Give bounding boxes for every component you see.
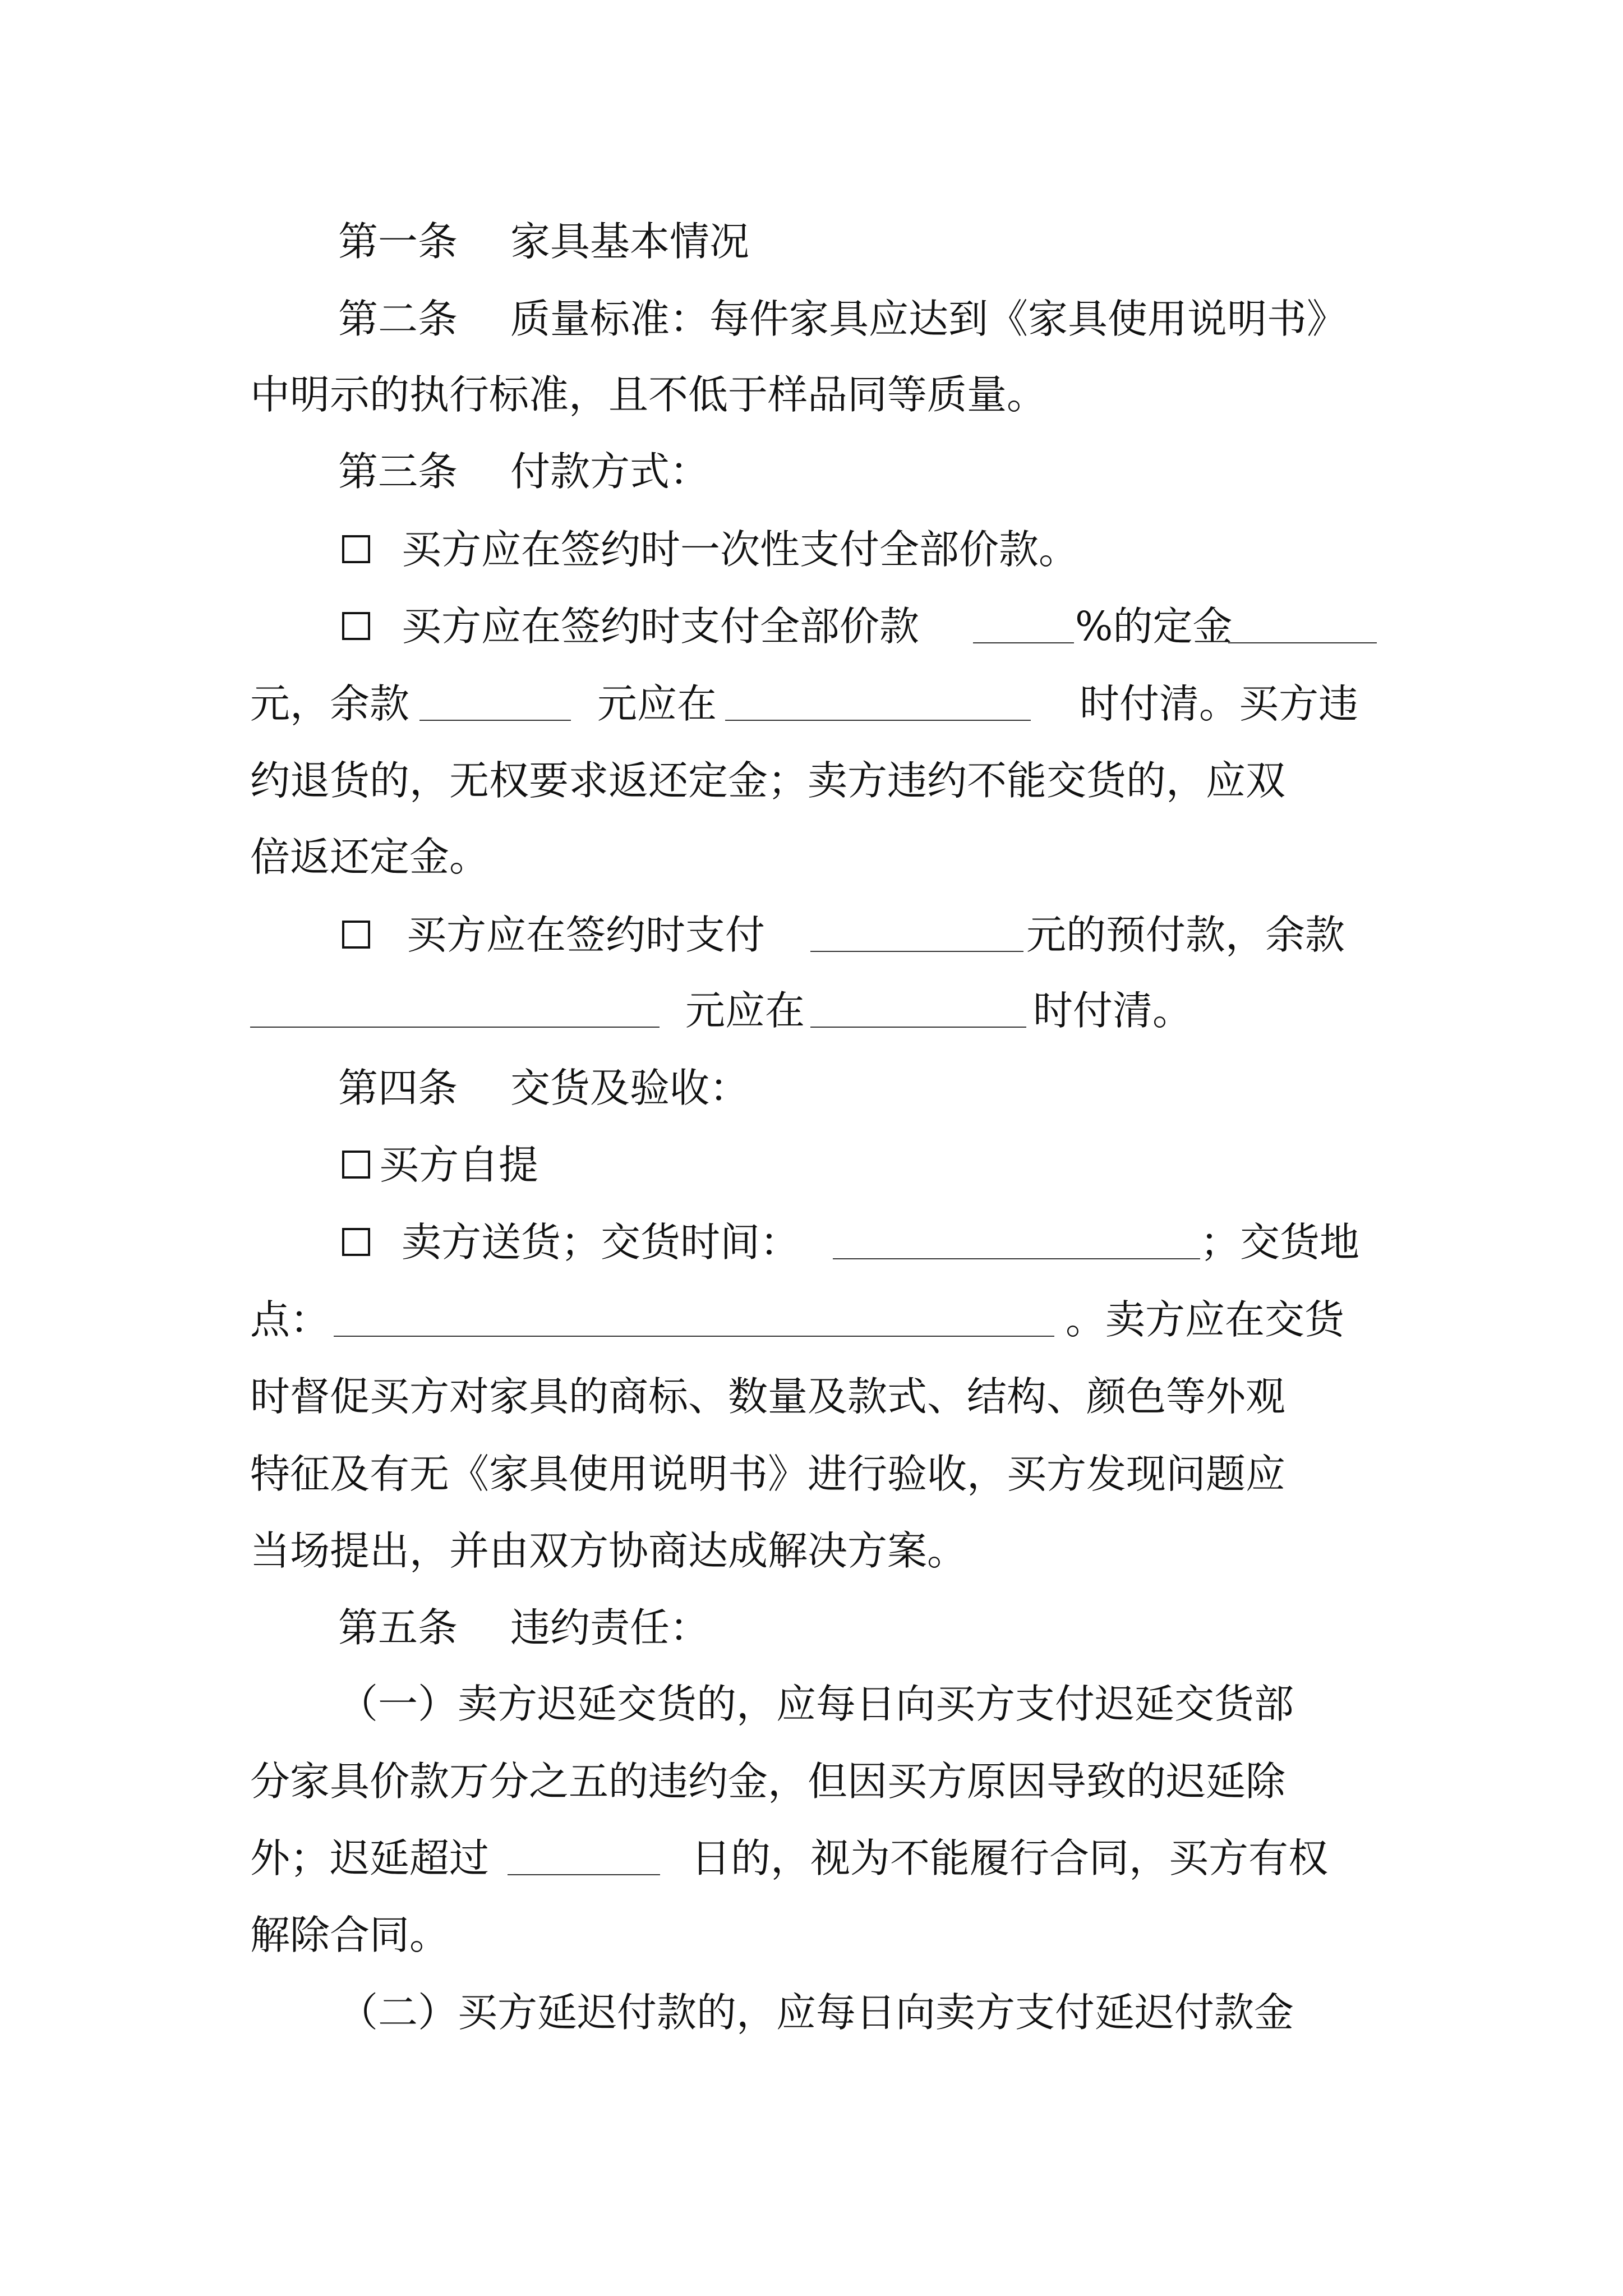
article-3-heading: 第三条 (338, 448, 458, 495)
delay-days-blank[interactable] (508, 1874, 660, 1875)
article-4-title: 交货及验收： (510, 1065, 750, 1111)
liability-item-1-text-2: 分家具价款万分之五的违约金，但因买方原因导致的迟延除 (250, 1758, 1286, 1805)
payment-option-3-line-1 (0, 907, 1623, 963)
delivery-time-blank[interactable] (833, 1258, 1200, 1259)
payment-option-1-text: 买方应在签约时一次性支付全部价款。 (402, 526, 1079, 573)
payment-option-3-text-c: 元应在 (685, 987, 805, 1034)
payment-option-2-line-1 (0, 599, 1623, 655)
article-4-line (0, 1060, 1623, 1116)
delivery-option-2-text-c: 点： (250, 1296, 330, 1343)
delivery-option-2-line-1 (0, 1214, 1623, 1271)
balance-date-blank[interactable] (725, 720, 1031, 721)
liability-item-1-line-4 (0, 1907, 1623, 1963)
liability-item-1-line-1 (0, 1676, 1623, 1732)
article-5-heading: 第五条 (338, 1604, 458, 1651)
article-3-title: 付款方式： (510, 448, 710, 495)
article-3-line (0, 444, 1623, 500)
payment-option-2-text-e: 时付清。买方违 (1080, 680, 1359, 727)
payment-option-2-text-a: 买方应在签约时支付全部价款 (402, 603, 920, 650)
payment-option-3-text-d: 时付清。 (1033, 987, 1193, 1034)
prepay-balance-amount-blank[interactable] (250, 1027, 660, 1028)
liability-item-1-text-4: 解除合同。 (250, 1912, 450, 1958)
delivery-option-2-text-line-4: 特征及有无《家具使用说明书》进行验收，买方发现问题应 (250, 1451, 1286, 1497)
delivery-option-2-text-d: 。卖方应在交货 (1066, 1296, 1345, 1343)
payment-option-2-checkbox[interactable] (342, 612, 370, 640)
article-2-text-1: 质量标准：每件家具应达到《家具使用说明书》 (510, 296, 1347, 342)
balance-amount-blank[interactable] (419, 720, 571, 721)
delivery-option-1-text: 买方自提 (379, 1142, 539, 1188)
article-5-line (0, 1600, 1623, 1656)
liability-item-1-text-3a: 外；迟延超过 (250, 1835, 490, 1881)
article-1-line (0, 214, 1623, 270)
payment-option-3-checkbox[interactable] (342, 921, 370, 949)
article-5-title: 违约责任： (510, 1604, 710, 1651)
liability-item-1-text-3b: 日的，视为不能履行合同，买方有权 (691, 1835, 1329, 1881)
prepayment-amount-blank[interactable] (810, 951, 1023, 952)
delivery-option-1-checkbox[interactable] (342, 1151, 370, 1179)
delivery-option-2-line-2 (0, 1292, 1623, 1348)
payment-option-2-line-4 (0, 829, 1623, 885)
article-2-heading: 第二条 (338, 296, 458, 342)
payment-option-3-line-2 (0, 983, 1623, 1039)
delivery-option-1 (0, 1137, 1623, 1193)
payment-option-2-line-3 (0, 753, 1623, 809)
prepay-balance-date-blank[interactable] (810, 1027, 1026, 1028)
payment-option-2-text-c: 元，余款 (250, 680, 410, 727)
payment-option-2-text-b: %的定金 (1075, 603, 1233, 650)
payment-option-2-line-2 (0, 676, 1623, 732)
delivery-option-2-line-5 (0, 1523, 1623, 1579)
delivery-option-2-text-line-5: 当场提出，并由双方协商达成解决方案。 (250, 1527, 967, 1574)
liability-item-2-text-1: （二）买方延迟付款的，应每日向卖方支付延迟付款金 (338, 1989, 1294, 2036)
article-1-heading: 第一条 (338, 218, 458, 265)
article-2-line-1 (0, 291, 1623, 347)
liability-item-1-line-2 (0, 1754, 1623, 1810)
payment-option-2-text-d: 元应在 (597, 680, 717, 727)
delivery-option-2-line-3 (0, 1369, 1623, 1425)
payment-option-3-text-a: 买方应在签约时支付 (407, 912, 766, 958)
payment-option-2-text-line-3: 约退货的，无权要求返还定金；卖方违约不能交货的，应双 (250, 757, 1286, 804)
article-2-text-2: 中明示的执行标准，且不低于样品同等质量。 (250, 371, 1047, 418)
delivery-place-blank[interactable] (334, 1336, 1054, 1337)
article-2-line-2 (0, 367, 1623, 423)
liability-item-2-line-1 (0, 1985, 1623, 2041)
delivery-option-2-checkbox[interactable] (342, 1228, 370, 1256)
deposit-percent-blank[interactable] (973, 642, 1074, 643)
payment-option-1 (0, 522, 1623, 578)
payment-option-2-text-line-4: 倍返还定金。 (250, 834, 490, 880)
delivery-option-2-text-a: 卖方送货；交货时间： (402, 1219, 800, 1266)
article-1-title: 家具基本情况 (510, 218, 750, 265)
delivery-option-2-line-4 (0, 1446, 1623, 1502)
deposit-amount-blank[interactable] (1228, 642, 1377, 643)
liability-item-1-text-1: （一）卖方迟延交货的，应每日向买方支付迟延交货部 (338, 1681, 1294, 1727)
liability-item-1-line-3 (0, 1830, 1623, 1887)
delivery-option-2-text-line-3: 时督促买方对家具的商标、数量及款式、结构、颜色等外观 (250, 1373, 1286, 1420)
payment-option-3-text-b: 元的预付款，余款 (1026, 912, 1345, 958)
payment-option-1-checkbox[interactable] (342, 535, 370, 563)
delivery-option-2-text-b: ；交货地 (1200, 1219, 1360, 1266)
article-4-heading: 第四条 (338, 1065, 458, 1111)
